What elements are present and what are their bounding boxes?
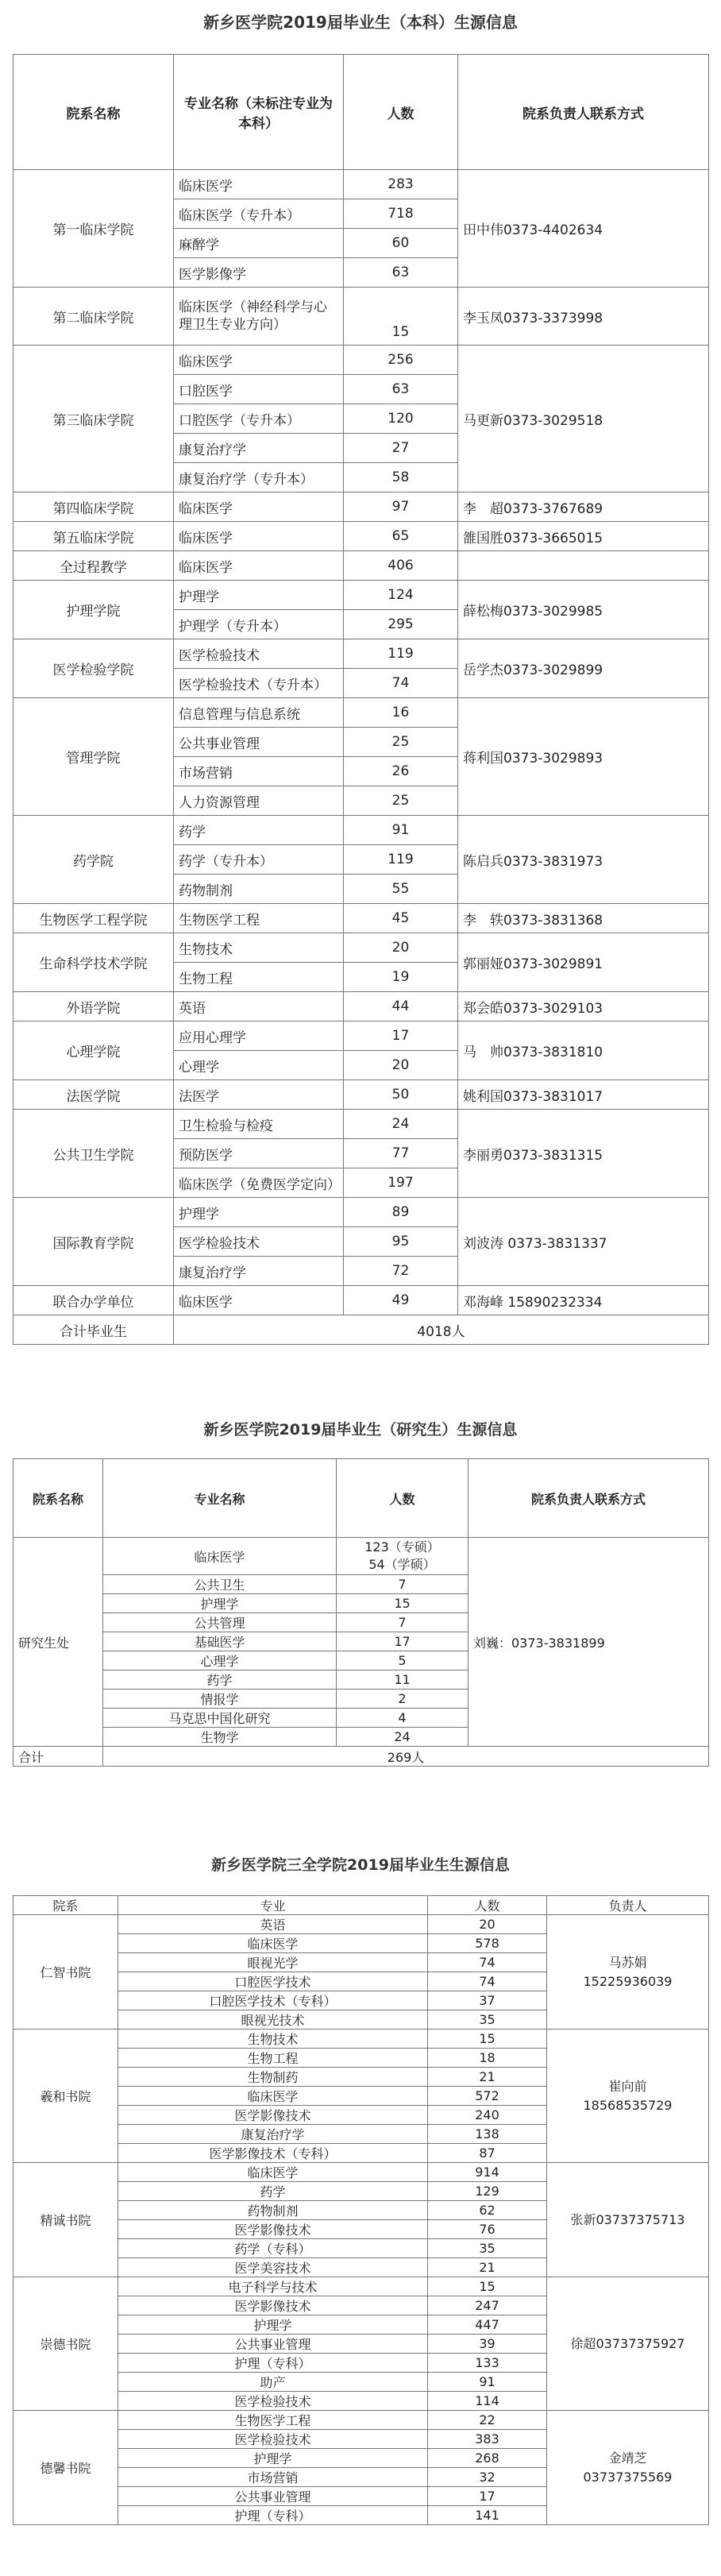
count-cell: 22 bbox=[428, 2411, 547, 2430]
count-cell: 25 bbox=[344, 728, 458, 757]
contact-cell: 马更新0373-3029518 bbox=[458, 346, 709, 492]
major-cell: 临床医学 bbox=[118, 2087, 428, 2106]
count-cell: 91 bbox=[344, 816, 458, 845]
contact-cell: 刘波涛 0373-3831337 bbox=[458, 1198, 709, 1286]
contact-phone: 03737375569 bbox=[583, 2469, 673, 2485]
contact-cell: 郑会皓0373-3029103 bbox=[458, 992, 709, 1022]
table-row bbox=[13, 816, 709, 845]
count-value: 123（专硕） bbox=[364, 1539, 440, 1554]
count-value: 15 bbox=[394, 1595, 411, 1611]
contact-cell: 薛松梅0373-3029985 bbox=[458, 581, 709, 639]
count-cell: 60 bbox=[344, 229, 458, 258]
major-cell: 临床医学（免费医学定向） bbox=[174, 1168, 344, 1198]
count-cell bbox=[337, 1575, 468, 1594]
contact-name: 张新03737375713 bbox=[570, 2211, 685, 2227]
major-cell: 口腔医学（专升本） bbox=[174, 404, 344, 434]
count-cell: 247 bbox=[428, 2296, 547, 2315]
major-cell: 康复治疗学 bbox=[174, 434, 344, 463]
doc3-section bbox=[13, 1895, 708, 2525]
col-header-contact: 院系负责人联系方式 bbox=[458, 55, 709, 170]
major-cell: 英语 bbox=[174, 992, 344, 1022]
g-col-header-college: 院系名称 bbox=[13, 1459, 103, 1538]
major-cell: 临床医学 bbox=[174, 1286, 344, 1315]
major-cell: 麻醉学 bbox=[174, 229, 344, 258]
count-cell: 21 bbox=[428, 2068, 547, 2087]
major-cell: 市场营销 bbox=[118, 2468, 428, 2487]
count-cell: 35 bbox=[428, 2010, 547, 2030]
count-cell: 15 bbox=[344, 288, 458, 346]
count-cell: 240 bbox=[428, 2106, 547, 2125]
count-cell: 17 bbox=[344, 1022, 458, 1051]
major-cell: 临床医学 bbox=[174, 170, 344, 199]
count-cell: 124 bbox=[344, 581, 458, 610]
count-cell: 20 bbox=[428, 1915, 547, 1934]
contact-cell: 雒国胜0373-3665015 bbox=[458, 522, 709, 551]
table-row bbox=[13, 346, 709, 375]
contact-cell: 马 帅0373-3831810 bbox=[458, 1022, 709, 1080]
major-cell: 生物学 bbox=[103, 1728, 337, 1747]
count-cell: 55 bbox=[344, 875, 458, 904]
count-cell: 383 bbox=[428, 2430, 547, 2449]
count-cell: 17 bbox=[428, 2487, 547, 2506]
count-cell: 20 bbox=[344, 1051, 458, 1080]
major-cell: 市场营销 bbox=[174, 757, 344, 786]
major-cell: 医学影像技术 bbox=[118, 2106, 428, 2125]
contact-name: 金靖芝 bbox=[608, 2450, 647, 2466]
count-cell: 20 bbox=[344, 933, 458, 963]
college-cell: 药学院 bbox=[13, 816, 174, 904]
count-cell: 77 bbox=[344, 1139, 458, 1168]
table-row bbox=[13, 2411, 709, 2430]
count-cell bbox=[337, 1728, 468, 1747]
major-cell: 生物工程 bbox=[174, 963, 344, 992]
table-row bbox=[13, 522, 709, 551]
count-cell: 578 bbox=[428, 1934, 547, 1953]
contact-cell: 李丽勇0373-3831315 bbox=[458, 1110, 709, 1198]
count-cell bbox=[337, 1651, 468, 1670]
count-cell: 35 bbox=[428, 2239, 547, 2258]
major-cell: 助产 bbox=[118, 2373, 428, 2392]
table-row bbox=[13, 1915, 709, 1934]
major-cell: 临床医学（专升本） bbox=[174, 199, 344, 229]
total-label: 合计 bbox=[13, 1747, 103, 1767]
g-col-header-count: 人数 bbox=[337, 1459, 468, 1538]
count-cell: 25 bbox=[344, 786, 458, 816]
count-cell: 15 bbox=[428, 2277, 547, 2296]
count-cell: 138 bbox=[428, 2125, 547, 2144]
g-col-header-contact: 院系负责人联系方式 bbox=[468, 1459, 709, 1538]
major-cell: 临床医学 bbox=[174, 551, 344, 581]
major-cell: 护理（专科） bbox=[118, 2506, 428, 2525]
major-cell: 卫生检验与检疫 bbox=[174, 1110, 344, 1139]
count-cell: 95 bbox=[344, 1227, 458, 1257]
college-cell: 法医学院 bbox=[13, 1080, 174, 1110]
count-value: 4 bbox=[398, 1709, 407, 1725]
count-cell: 119 bbox=[344, 845, 458, 875]
major-cell: 马克思中国化研究 bbox=[103, 1709, 337, 1728]
major-cell: 医学影像技术（专科） bbox=[118, 2144, 428, 2163]
major-cell: 生物技术 bbox=[174, 933, 344, 963]
count-value: 7 bbox=[398, 1576, 407, 1592]
major-cell: 医学影像技术 bbox=[118, 2296, 428, 2315]
sanquan-table bbox=[13, 1895, 709, 2525]
major-cell: 医学影像学 bbox=[174, 258, 344, 288]
major-cell: 临床医学 bbox=[174, 522, 344, 551]
total-label: 合计毕业生 bbox=[13, 1315, 174, 1345]
major-cell: 护理学 bbox=[118, 2449, 428, 2468]
major-cell: 心理学 bbox=[103, 1651, 337, 1670]
doc3-title: 新乡医学院三全学院2019届毕业生生源信息 bbox=[211, 1856, 510, 1874]
major-cell: 法医学 bbox=[174, 1080, 344, 1110]
major-cell: 口腔医学 bbox=[174, 375, 344, 404]
count-cell: 129 bbox=[428, 2182, 547, 2201]
count-cell: 15 bbox=[428, 2030, 547, 2049]
count-cell: 58 bbox=[344, 463, 458, 492]
table-row bbox=[13, 2030, 709, 2049]
major-cell: 眼视光学 bbox=[118, 1953, 428, 1972]
count-value-2: 54（学硕） bbox=[368, 1557, 436, 1572]
major-cell: 生物制药 bbox=[118, 2068, 428, 2087]
count-cell: 65 bbox=[344, 522, 458, 551]
count-cell bbox=[337, 1538, 468, 1575]
contact-cell: 田中伟0373-4402634 bbox=[458, 170, 709, 288]
count-cell: 283 bbox=[344, 170, 458, 199]
major-cell: 护理（专科） bbox=[118, 2354, 428, 2373]
major-cell: 临床医学 bbox=[118, 2163, 428, 2182]
major-cell: 医学影像技术 bbox=[118, 2220, 428, 2239]
count-cell: 114 bbox=[428, 2392, 547, 2411]
count-cell: 27 bbox=[344, 434, 458, 463]
major-cell: 康复治疗学 bbox=[174, 1257, 344, 1286]
count-value: 24 bbox=[394, 1728, 411, 1744]
col-header-major: 专业名称（未标注专业为本科） bbox=[174, 55, 344, 170]
table-row bbox=[13, 581, 709, 610]
major-cell: 临床医学 bbox=[174, 492, 344, 522]
major-cell: 药学 bbox=[174, 816, 344, 845]
count-value: 7 bbox=[398, 1614, 407, 1630]
count-cell: 45 bbox=[344, 904, 458, 933]
major-cell: 公共事业管理 bbox=[118, 2487, 428, 2506]
doc2-section bbox=[13, 1458, 708, 1767]
table-row bbox=[13, 904, 709, 933]
contact-name: 徐超03737375927 bbox=[570, 2335, 685, 2351]
college-cell: 公共卫生学院 bbox=[13, 1110, 174, 1198]
s-col-header-count: 人数 bbox=[428, 1896, 547, 1915]
count-cell: 37 bbox=[428, 1991, 547, 2010]
major-cell: 口腔医学技术 bbox=[118, 1972, 428, 1991]
college-cell: 第五临床学院 bbox=[13, 522, 174, 551]
count-cell: 89 bbox=[344, 1198, 458, 1227]
major-cell: 医学检验技术（专升本） bbox=[174, 669, 344, 698]
major-cell: 药学（专科） bbox=[118, 2239, 428, 2258]
major-cell: 护理学 bbox=[118, 2315, 428, 2335]
contact-cell: 李玉凤0373-3373998 bbox=[458, 288, 709, 346]
major-cell: 医学检验技术 bbox=[118, 2430, 428, 2449]
count-cell: 50 bbox=[344, 1080, 458, 1110]
count-value: 17 bbox=[394, 1633, 411, 1649]
college-cell: 第四临床学院 bbox=[13, 492, 174, 522]
college-cell: 第二临床学院 bbox=[13, 288, 174, 346]
major-cell: 医学美容技术 bbox=[118, 2258, 428, 2277]
major-cell: 医学检验技术 bbox=[174, 639, 344, 669]
major-cell: 药物制剂 bbox=[174, 875, 344, 904]
major-cell: 康复治疗学（专升本） bbox=[174, 463, 344, 492]
count-cell bbox=[337, 1594, 468, 1613]
count-cell bbox=[337, 1690, 468, 1709]
graduate-table bbox=[13, 1458, 709, 1767]
count-cell: 74 bbox=[428, 1953, 547, 1972]
major-cell: 护理学（专升本） bbox=[174, 610, 344, 639]
doc1-section bbox=[13, 54, 708, 1345]
major-cell: 药学 bbox=[103, 1670, 337, 1690]
college-cell: 第三临床学院 bbox=[13, 346, 174, 492]
contact-cell: 邓海峰 15890232334 bbox=[458, 1286, 709, 1315]
contact-cell bbox=[547, 1915, 709, 2030]
major-cell: 口腔医学技术（专科） bbox=[118, 1991, 428, 2010]
col-header-college: 院系名称 bbox=[13, 55, 174, 170]
count-value: 2 bbox=[398, 1690, 407, 1706]
major-cell: 医学检验技术 bbox=[118, 2392, 428, 2411]
college-cell: 护理学院 bbox=[13, 581, 174, 639]
contact-phone: 18568535729 bbox=[583, 2097, 673, 2113]
contact-cell bbox=[547, 2411, 709, 2525]
major-cell: 基础医学 bbox=[103, 1632, 337, 1651]
table-row bbox=[13, 698, 709, 728]
g-col-header-major: 专业名称 bbox=[103, 1459, 337, 1538]
major-cell: 公共管理 bbox=[103, 1613, 337, 1632]
table-row bbox=[13, 639, 709, 669]
college-cell: 医学检验学院 bbox=[13, 639, 174, 698]
table-row bbox=[13, 492, 709, 522]
table-row bbox=[13, 1110, 709, 1139]
college-cell: 生物医学工程学院 bbox=[13, 904, 174, 933]
table-row bbox=[13, 170, 709, 199]
major-cell: 药学（专升本） bbox=[174, 845, 344, 875]
table-row bbox=[13, 1198, 709, 1227]
total-value: 4018人 bbox=[174, 1315, 709, 1345]
major-cell: 公共事业管理 bbox=[118, 2335, 428, 2354]
count-cell: 16 bbox=[344, 698, 458, 728]
count-cell: 97 bbox=[344, 492, 458, 522]
contact-cell: 蒋利国0373-3029893 bbox=[458, 698, 709, 816]
major-cell: 护理学 bbox=[174, 581, 344, 610]
contact-name: 崔向前 bbox=[608, 2078, 647, 2094]
count-cell: 72 bbox=[344, 1257, 458, 1286]
major-cell: 康复治疗学 bbox=[118, 2125, 428, 2144]
col-header-count: 人数 bbox=[344, 55, 458, 170]
major-cell: 公共卫生 bbox=[103, 1575, 337, 1594]
doc1-title: 新乡医学院2019届毕业生（本科）生源信息 bbox=[203, 13, 518, 32]
count-cell: 74 bbox=[428, 1972, 547, 1991]
contact-phone: 15225936039 bbox=[583, 1973, 673, 1989]
contact-cell: 李 轶0373-3831368 bbox=[458, 904, 709, 933]
count-value: 5 bbox=[398, 1652, 407, 1668]
major-cell: 英语 bbox=[118, 1915, 428, 1934]
count-cell: 572 bbox=[428, 2087, 547, 2106]
major-cell: 心理学 bbox=[174, 1051, 344, 1080]
count-cell: 119 bbox=[344, 639, 458, 669]
table-row bbox=[13, 992, 709, 1022]
college-cell: 生命科学技术学院 bbox=[13, 933, 174, 992]
college-cell: 心理学院 bbox=[13, 1022, 174, 1080]
table-row bbox=[13, 288, 709, 346]
college-cell: 联合办学单位 bbox=[13, 1286, 174, 1315]
count-cell: 447 bbox=[428, 2315, 547, 2335]
count-cell: 21 bbox=[428, 2258, 547, 2277]
major-cell: 眼视光技术 bbox=[118, 2010, 428, 2030]
major-cell: 临床医学 bbox=[118, 1934, 428, 1953]
college-cell: 仁智书院 bbox=[13, 1915, 118, 2030]
contact-cell bbox=[547, 2163, 709, 2277]
major-cell: 人力资源管理 bbox=[174, 786, 344, 816]
contact-cell bbox=[547, 2277, 709, 2411]
table-row bbox=[13, 1286, 709, 1315]
count-cell bbox=[337, 1632, 468, 1651]
major-cell: 药物制剂 bbox=[118, 2201, 428, 2220]
contact-cell: 刘巍：0373-3831899 bbox=[468, 1538, 709, 1747]
major-cell: 生物工程 bbox=[118, 2049, 428, 2068]
undergrad-table bbox=[13, 54, 709, 1345]
count-cell: 32 bbox=[428, 2468, 547, 2487]
college-cell: 国际教育学院 bbox=[13, 1198, 174, 1286]
s-col-header-major: 专业 bbox=[118, 1896, 428, 1915]
count-cell bbox=[337, 1709, 468, 1728]
count-cell: 133 bbox=[428, 2354, 547, 2373]
contact-cell: 郭丽娅0373-3029891 bbox=[458, 933, 709, 992]
table-row bbox=[13, 1080, 709, 1110]
college-cell: 崇德书院 bbox=[13, 2277, 118, 2411]
major-cell: 临床医学（神经科学与心理卫生专业方向） bbox=[174, 288, 344, 346]
major-cell: 临床医学 bbox=[174, 346, 344, 375]
major-cell: 公共事业管理 bbox=[174, 728, 344, 757]
college-cell: 外语学院 bbox=[13, 992, 174, 1022]
major-cell: 情报学 bbox=[103, 1690, 337, 1709]
total-row bbox=[13, 1747, 709, 1767]
contact-name: 马苏娟 bbox=[608, 1954, 647, 1970]
major-cell: 护理学 bbox=[103, 1594, 337, 1613]
college-cell: 羲和书院 bbox=[13, 2030, 118, 2163]
count-cell: 718 bbox=[344, 199, 458, 229]
major-cell: 药学 bbox=[118, 2182, 428, 2201]
table-row bbox=[13, 933, 709, 963]
major-cell: 生物医学工程 bbox=[174, 904, 344, 933]
count-cell: 39 bbox=[428, 2335, 547, 2354]
count-cell: 87 bbox=[428, 2144, 547, 2163]
college-cell: 德馨书院 bbox=[13, 2411, 118, 2525]
count-cell: 44 bbox=[344, 992, 458, 1022]
count-cell: 49 bbox=[344, 1286, 458, 1315]
count-cell: 76 bbox=[428, 2220, 547, 2239]
contact-cell: 姚利国0373-3831017 bbox=[458, 1080, 709, 1110]
contact-cell: 李 超0373-3767689 bbox=[458, 492, 709, 522]
table-row bbox=[13, 1022, 709, 1051]
count-value: 11 bbox=[394, 1671, 411, 1687]
contact-cell: 岳学杰0373-3029899 bbox=[458, 639, 709, 698]
count-cell: 18 bbox=[428, 2049, 547, 2068]
count-cell: 268 bbox=[428, 2449, 547, 2468]
contact-cell: 陈启兵0373-3831973 bbox=[458, 816, 709, 904]
college-cell: 全过程教学 bbox=[13, 551, 174, 581]
count-cell: 256 bbox=[344, 346, 458, 375]
major-cell: 电子科学与技术 bbox=[118, 2277, 428, 2296]
major-cell: 临床医学 bbox=[103, 1538, 337, 1575]
count-cell: 406 bbox=[344, 551, 458, 581]
contact-cell bbox=[458, 551, 709, 581]
major-cell: 信息管理与信息系统 bbox=[174, 698, 344, 728]
contact-cell bbox=[547, 2030, 709, 2163]
table-row bbox=[13, 2277, 709, 2296]
total-row bbox=[13, 1315, 709, 1345]
count-cell: 295 bbox=[344, 610, 458, 639]
major-cell: 医学检验技术 bbox=[174, 1227, 344, 1257]
count-cell: 197 bbox=[344, 1168, 458, 1198]
college-cell: 研究生处 bbox=[13, 1538, 103, 1747]
college-cell: 精诚书院 bbox=[13, 2163, 118, 2277]
major-cell: 应用心理学 bbox=[174, 1022, 344, 1051]
major-cell: 生物医学工程 bbox=[118, 2411, 428, 2430]
major-cell: 生物技术 bbox=[118, 2030, 428, 2049]
s-col-header-contact: 负责人 bbox=[547, 1896, 709, 1915]
count-cell: 141 bbox=[428, 2506, 547, 2525]
table-row bbox=[13, 551, 709, 581]
s-col-header-college: 院系 bbox=[13, 1896, 118, 1915]
count-cell: 914 bbox=[428, 2163, 547, 2182]
doc2-title: 新乡医学院2019届毕业生（研究生）生源信息 bbox=[203, 1421, 518, 1439]
count-cell: 63 bbox=[344, 375, 458, 404]
table-row bbox=[13, 2163, 709, 2182]
count-cell bbox=[337, 1613, 468, 1632]
count-cell: 63 bbox=[344, 258, 458, 288]
major-cell: 预防医学 bbox=[174, 1139, 344, 1168]
count-cell: 26 bbox=[344, 757, 458, 786]
total-value: 269人 bbox=[103, 1747, 709, 1767]
table-row bbox=[13, 1538, 709, 1575]
count-cell: 19 bbox=[344, 963, 458, 992]
count-cell: 91 bbox=[428, 2373, 547, 2392]
college-cell: 第一临床学院 bbox=[13, 170, 174, 288]
college-cell: 管理学院 bbox=[13, 698, 174, 816]
count-cell bbox=[337, 1670, 468, 1690]
count-cell: 24 bbox=[344, 1110, 458, 1139]
count-cell: 74 bbox=[344, 669, 458, 698]
count-cell: 120 bbox=[344, 404, 458, 434]
major-cell: 护理学 bbox=[174, 1198, 344, 1227]
count-cell: 62 bbox=[428, 2201, 547, 2220]
